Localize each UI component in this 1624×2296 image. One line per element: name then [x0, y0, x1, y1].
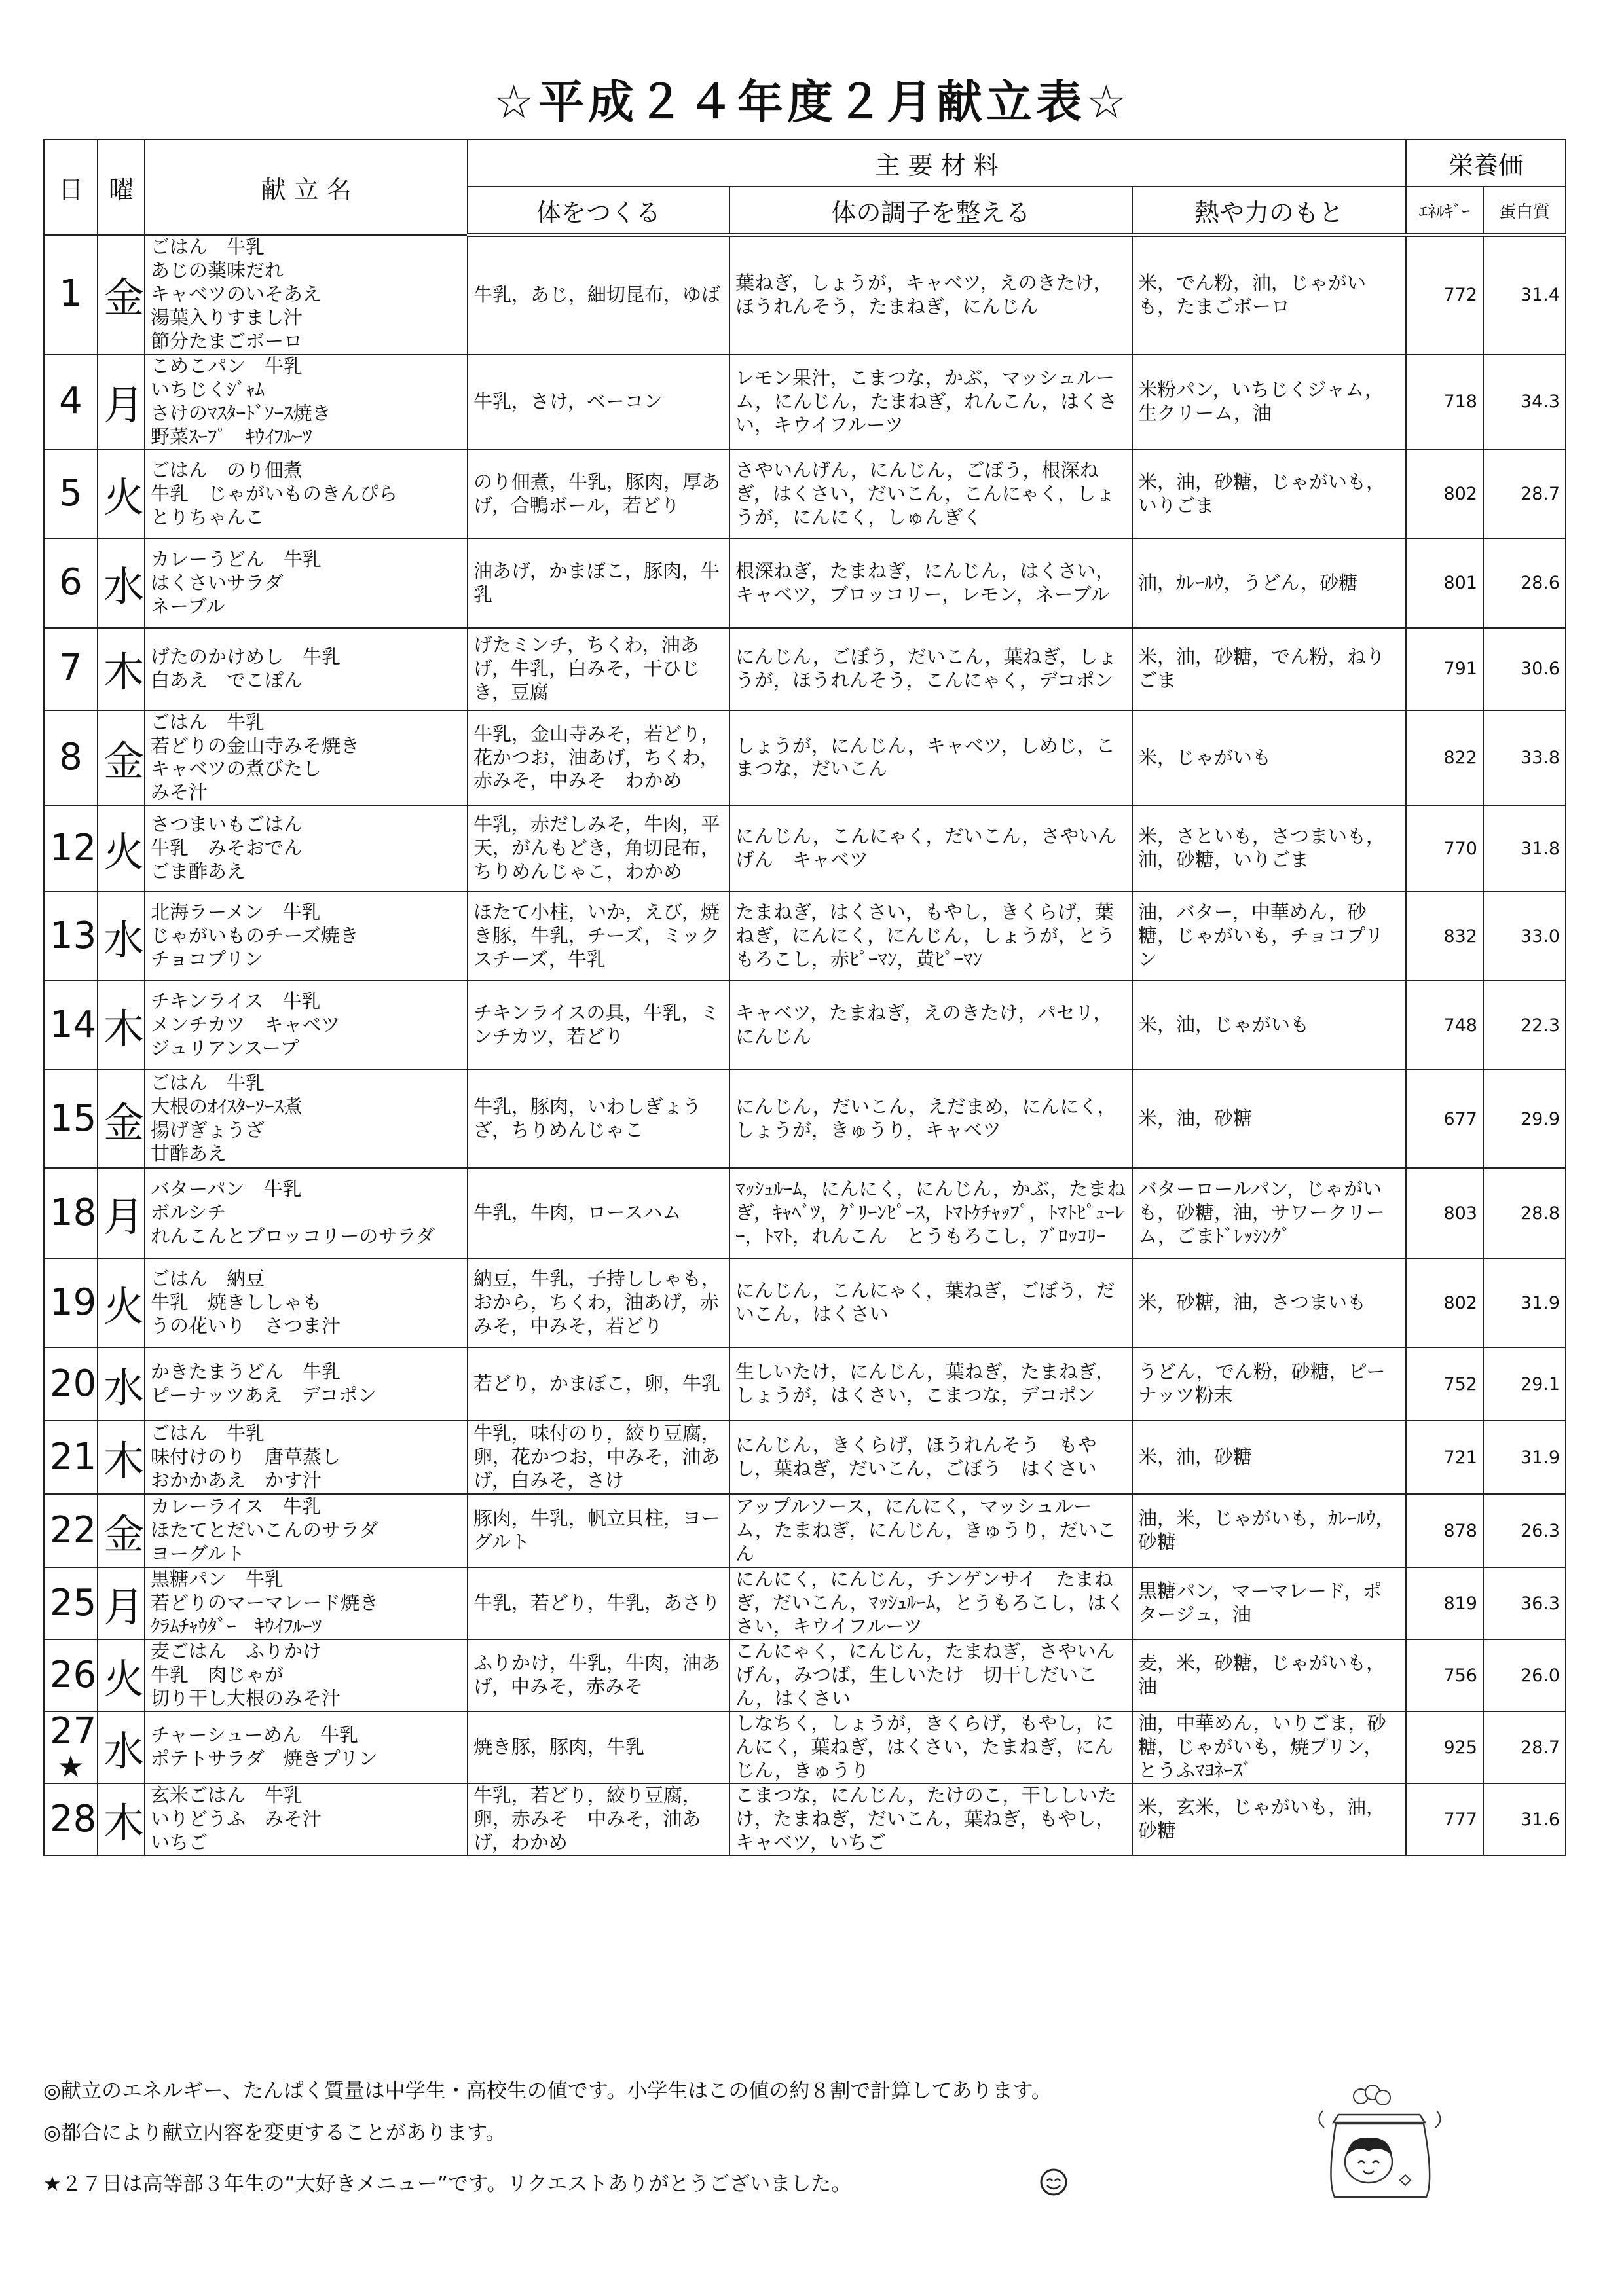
menu-item: さけのﾏｽﾀｰﾄﾞｿｰｽ焼き — [151, 401, 331, 424]
weekday-cell: 火 — [98, 1258, 145, 1347]
protein-cell: 31.9 — [1483, 1421, 1566, 1494]
smiley-face-icon — [1039, 2167, 1069, 2197]
menu-item: ごはん 牛乳 — [151, 1072, 265, 1095]
menu-item: カレーライス 牛乳 — [151, 1495, 321, 1518]
menu-item: 湯葉入りすまし汁 — [151, 306, 303, 329]
day-cell — [44, 1783, 98, 1855]
body-conditioning-cell: 生しいたけ，にんじん，葉ねぎ，たまねぎ，しょうが，はくさい，こまつな，デコポン — [729, 1347, 1132, 1421]
weekday-cell: 金 — [98, 710, 145, 806]
energy-kcal-cell: 802 — [1406, 450, 1483, 539]
body-conditioning-cell: さやいんげん，にんじん，ごぼう，根深ねぎ，はくさい，だいこん，こんにゃく，しょうが，にんにく，しゅんぎく — [729, 450, 1132, 539]
day-cell — [44, 892, 98, 981]
menu-item: ボルシチ — [151, 1201, 227, 1224]
header-weekday: 曜 — [98, 139, 145, 235]
menu-item: 甘酢あえ — [151, 1142, 227, 1165]
body-building-cell: 牛乳，さけ，ベーコン — [468, 354, 729, 450]
table-row — [44, 1567, 1566, 1639]
protein-cell: 28.7 — [1483, 450, 1566, 539]
weekday-cell: 金 — [98, 1494, 145, 1567]
energy-kcal-cell: 777 — [1406, 1783, 1483, 1855]
note-change: ◎都合により献立内容を変更することがあります。 — [43, 2121, 506, 2145]
day-number: 4 — [59, 380, 83, 423]
energy-kcal-cell: 791 — [1406, 628, 1483, 710]
table-row — [44, 354, 1566, 450]
menu-item: れんこんとブロッコリーのサラダ — [151, 1225, 435, 1248]
body-building-cell: のり佃煮，牛乳，豚肉，厚あげ，合鴨ボール，若どり — [468, 450, 729, 539]
table-row — [44, 981, 1566, 1070]
day-number: 25 — [50, 1581, 97, 1624]
menu-item: 玄米ごはん 牛乳 — [151, 1784, 303, 1807]
header-day: 日 — [44, 139, 98, 235]
weekday-cell: 火 — [98, 1639, 145, 1711]
day-cell — [44, 628, 98, 710]
menu-item: ｸﾗﾑﾁｬｳﾀﾞｰ ｷｳｲﾌﾙｰﾂ — [151, 1615, 322, 1638]
energy-source-cell: 油，中華めん，いりごま，砂糖，じゃがいも，焼プリン，とうふﾏﾖﾈｰｽﾞ — [1132, 1711, 1406, 1783]
body-building-cell: 牛乳，豚肉，いわしぎょうざ，ちりめんじゃこ — [468, 1070, 729, 1168]
weekday-cell: 火 — [98, 450, 145, 539]
energy-source-cell: 米，じゃがいも — [1132, 710, 1406, 806]
table-row — [44, 892, 1566, 981]
protein-cell: 28.6 — [1483, 539, 1566, 628]
menu-item: ヨーグルト — [151, 1542, 246, 1565]
menu-item: ジュリアンスープ — [151, 1037, 299, 1060]
day-number: 1 — [59, 272, 83, 316]
body-conditioning-cell: レモン果汁，こまつな，かぶ，マッシュルーム，にんじん，たまねぎ，れんこん，はくさい，キウイフルーツ — [729, 354, 1132, 450]
body-building-cell: 牛乳，あじ，細切昆布，ゆば — [468, 235, 729, 354]
energy-source-cell: 米，油，砂糖，でん粉，ねりごま — [1132, 628, 1406, 710]
menu-item: ほたてとだいこんのサラダ — [151, 1519, 378, 1542]
table-row — [44, 1421, 1566, 1494]
day-cell — [44, 981, 98, 1070]
menu-item: 麦ごはん ふりかけ — [151, 1640, 322, 1663]
header-energy: ｴﾈﾙｷﾞｰ — [1406, 187, 1483, 235]
body-conditioning-cell: にんじん，こんにゃく，だいこん，さやいんげん キャベツ — [729, 805, 1132, 892]
menu-item: 黒糖パン 牛乳 — [151, 1568, 284, 1591]
weekday-cell: 木 — [98, 981, 145, 1070]
body-building-cell: 牛乳，若どり，牛乳，あさり — [468, 1567, 729, 1639]
menu-item: ピーナッツあえ デコポン — [151, 1384, 377, 1407]
menu-cell — [145, 354, 468, 450]
energy-source-cell: 油，米，じゃがいも，ｶﾚｰﾙｳ，砂糖 — [1132, 1494, 1406, 1567]
energy-kcal-cell: 803 — [1406, 1168, 1483, 1258]
body-building-cell: 若どり，かまぼこ，卵，牛乳 — [468, 1347, 729, 1421]
body-conditioning-cell: アップルソース，にんにく，マッシュルーム，たまねぎ，にんじん，きゅうり，だいこん — [729, 1494, 1132, 1567]
protein-cell: 28.7 — [1483, 1711, 1566, 1783]
menu-item: 白あえ でこぽん — [151, 668, 303, 691]
protein-cell: 30.6 — [1483, 628, 1566, 710]
body-building-cell: ふりかけ，牛乳，牛肉，油あげ，中みそ，赤みそ — [468, 1639, 729, 1711]
energy-kcal-cell: 802 — [1406, 1258, 1483, 1347]
protein-cell: 29.9 — [1483, 1070, 1566, 1168]
table-row — [44, 1168, 1566, 1258]
energy-kcal-cell: 770 — [1406, 805, 1483, 892]
menu-item: ポテトサラダ 焼きプリン — [151, 1747, 378, 1770]
energy-kcal-cell: 772 — [1406, 235, 1483, 354]
menu-cell — [145, 235, 468, 354]
menu-cell — [145, 1168, 468, 1258]
day-cell — [44, 805, 98, 892]
protein-cell: 22.3 — [1483, 981, 1566, 1070]
menu-item: チキンライス 牛乳 — [151, 990, 321, 1013]
menu-item: チャーシューめん 牛乳 — [151, 1724, 358, 1747]
body-conditioning-cell: にんじん，ごぼう，だいこん，葉ねぎ，しょうが，ほうれんそう，こんにゃく，デコポン — [729, 628, 1132, 710]
energy-source-cell: 米，油，砂糖，じゃがいも，いりごま — [1132, 450, 1406, 539]
menu-item: ごま酢あえ — [151, 860, 246, 883]
header-body-conditioning: 体の調子を整える — [729, 187, 1132, 235]
table-row — [44, 710, 1566, 806]
energy-source-cell: 米，玄米，じゃがいも，油，砂糖 — [1132, 1783, 1406, 1855]
menu-item: ごはん のり佃煮 — [151, 458, 303, 481]
day-cell — [44, 235, 98, 354]
menu-item: 味付けのり 唐草蒸し — [151, 1446, 341, 1468]
menu-item: 牛乳 みそおでん — [151, 837, 303, 860]
body-building-cell: 焼き豚，豚肉，牛乳 — [468, 1711, 729, 1783]
day-number: 14 — [50, 1003, 97, 1046]
menu-item: 野菜ｽｰﾌﾟ ｷｳｲﾌﾙｰﾂ — [151, 425, 312, 448]
day-cell — [44, 1168, 98, 1258]
menu-item: いりどうふ みそ汁 — [151, 1808, 322, 1831]
energy-source-cell: 米，油，じゃがいも — [1132, 981, 1406, 1070]
table-row — [44, 235, 1566, 354]
menu-item: メンチカツ キャベツ — [151, 1013, 341, 1036]
energy-source-cell: 米，砂糖，油，さつまいも — [1132, 1258, 1406, 1347]
body-conditioning-cell: こまつな，にんじん，たけのこ，干ししいたけ，たまねぎ，だいこん，葉ねぎ，もやし，キャベツ，いちご — [729, 1783, 1132, 1855]
protein-cell: 36.3 — [1483, 1567, 1566, 1639]
day-number: 6 — [59, 561, 83, 604]
day-cell — [44, 1421, 98, 1494]
menu-cell — [145, 1347, 468, 1421]
day-number: 26 — [50, 1653, 97, 1696]
protein-cell: 31.6 — [1483, 1783, 1566, 1855]
menu-cell — [145, 1639, 468, 1711]
body-building-cell: 牛乳，赤だしみそ，牛肉，平天，がんもどき，角切昆布，ちりめんじゃこ，わかめ — [468, 805, 729, 892]
day-number: 5 — [59, 472, 83, 515]
menu-item: 牛乳 焼きししゃも — [151, 1291, 322, 1314]
body-building-cell: 牛乳，牛肉，ロースハム — [468, 1168, 729, 1258]
day-number: 18 — [50, 1191, 97, 1234]
table-row — [44, 628, 1566, 710]
menu-item: いちじくｼﾞｬﾑ — [151, 378, 265, 401]
menu-cell — [145, 1421, 468, 1494]
note-favorite-menu: ★２７日は高等部３年生の“大好きメニュー”です。リクエストありがとうございました。 — [43, 2172, 852, 2196]
body-conditioning-cell: にんじん，きくらげ，ほうれんそう もやし，葉ねぎ，だいこん，ごぼう はくさい — [729, 1421, 1132, 1494]
menu-item: 北海ラーメン 牛乳 — [151, 901, 321, 924]
weekday-cell: 水 — [98, 892, 145, 981]
menu-item: はくさいサラダ — [151, 571, 284, 594]
menu-item: ネーブル — [151, 594, 225, 617]
day-cell — [44, 1258, 98, 1347]
protein-cell: 26.3 — [1483, 1494, 1566, 1567]
menu-cell — [145, 1494, 468, 1567]
header-nutrition: 栄養価 — [1406, 139, 1566, 187]
energy-source-cell: 米，油，砂糖 — [1132, 1070, 1406, 1168]
menu-cell — [145, 892, 468, 981]
day-cell — [44, 1711, 98, 1783]
protein-cell: 33.0 — [1483, 892, 1566, 981]
day-cell — [44, 450, 98, 539]
header-menu-name: 献 立 名 — [145, 139, 468, 235]
energy-source-cell: 米，でん粉，油，じゃがいも，たまごボーロ — [1132, 235, 1406, 354]
energy-kcal-cell: 748 — [1406, 981, 1483, 1070]
day-cell — [44, 1567, 98, 1639]
child-under-kotatsu-illustration — [1295, 2082, 1452, 2206]
protein-cell: 29.1 — [1483, 1347, 1566, 1421]
menu-table-body — [44, 235, 1566, 1855]
day-number: 13 — [50, 914, 97, 957]
weekday-cell: 水 — [98, 1711, 145, 1783]
weekday-cell: 月 — [98, 1168, 145, 1258]
menu-item: ごはん 牛乳 — [151, 710, 265, 733]
body-building-cell: 豚肉，牛乳，帆立貝柱，ヨーグルト — [468, 1494, 729, 1567]
energy-source-cell: うどん，でん粉，砂糖，ピーナッツ粉末 — [1132, 1347, 1406, 1421]
day-cell — [44, 710, 98, 806]
protein-cell: 31.9 — [1483, 1258, 1566, 1347]
menu-item: 節分たまごボーロ — [151, 329, 303, 352]
day-number: 20 — [50, 1362, 97, 1405]
energy-kcal-cell: 752 — [1406, 1347, 1483, 1421]
note-nutrition: ◎献立のエネルギー、たんぱく質量は中学生・高校生の値です。小学生はこの値の約８割で計算してあります。 — [43, 2079, 1052, 2103]
menu-cell — [145, 981, 468, 1070]
body-conditioning-cell: しょうが，にんじん，キャベツ，しめじ，こまつな，だいこん — [729, 710, 1132, 806]
table-row — [44, 1783, 1566, 1855]
protein-cell: 33.8 — [1483, 710, 1566, 806]
weekday-cell: 金 — [98, 235, 145, 354]
body-building-cell: チキンライスの具，牛乳，ミンチカツ，若どり — [468, 981, 729, 1070]
menu-item: いちご — [151, 1831, 208, 1854]
energy-kcal-cell: 801 — [1406, 539, 1483, 628]
header-protein: 蛋白質 — [1483, 187, 1566, 235]
weekday-cell: 火 — [98, 805, 145, 892]
energy-kcal-cell: 819 — [1406, 1567, 1483, 1639]
menu-cell — [145, 539, 468, 628]
menu-item: 若どりの金山寺みそ焼き — [151, 734, 360, 757]
table-row — [44, 1711, 1566, 1783]
body-building-cell: 納豆，牛乳，子持ししゃも，おから，ちくわ，油あげ，赤みそ，中みそ，若どり — [468, 1258, 729, 1347]
protein-cell: 34.3 — [1483, 354, 1566, 450]
energy-source-cell: 油，バター，中華めん，砂糖，じゃがいも，チョコプリン — [1132, 892, 1406, 981]
day-number: 12 — [50, 826, 97, 869]
menu-item: げたのかけめし 牛乳 — [151, 645, 341, 668]
menu-cell — [145, 710, 468, 806]
menu-item: さつまいもごはん — [151, 813, 303, 836]
energy-kcal-cell: 718 — [1406, 354, 1483, 450]
energy-source-cell: 油，ｶﾚｰﾙｳ，うどん，砂糖 — [1132, 539, 1406, 628]
body-conditioning-cell: しなちく，しょうが，きくらげ，もやし，にんにく，葉ねぎ，はくさい，たまねぎ，にんじん，きゅうり — [729, 1711, 1132, 1783]
day-number: 19 — [50, 1281, 97, 1324]
energy-kcal-cell: 677 — [1406, 1070, 1483, 1168]
body-building-cell: 牛乳，若どり，絞り豆腐，卵，赤みそ 中みそ，油あげ，わかめ — [468, 1783, 729, 1855]
table-row — [44, 1070, 1566, 1168]
day-number: 8 — [59, 736, 83, 779]
menu-cell — [145, 1070, 468, 1168]
body-conditioning-cell: にんじん，こんにゃく，葉ねぎ，ごぼう，だいこん，はくさい — [729, 1258, 1132, 1347]
weekday-cell: 水 — [98, 1347, 145, 1421]
page-title: ☆平成２４年度２月献立表☆ — [493, 75, 1131, 129]
energy-source-cell: バターロールパン，じゃがいも，砂糖，油，サワークリーム，ごまﾄﾞﾚｯｼﾝｸﾞ — [1132, 1168, 1406, 1258]
menu-item: キャベツの煮びたし — [151, 757, 322, 780]
menu-item: 大根のｵｲｽﾀｰｿｰｽ煮 — [151, 1095, 303, 1118]
table-row — [44, 1639, 1566, 1711]
body-building-cell: 牛乳，味付のり，絞り豆腐，卵，花かつお，中みそ，油あげ，白みそ，さけ — [468, 1421, 729, 1494]
weekday-cell: 木 — [98, 628, 145, 710]
menu-item: 牛乳 じゃがいものきんぴら — [151, 482, 398, 505]
header-energy-source: 熱や力のもと — [1132, 187, 1406, 235]
day-cell — [44, 1070, 98, 1168]
day-cell — [44, 1639, 98, 1711]
day-number: 15 — [50, 1097, 97, 1140]
menu-cell — [145, 1567, 468, 1639]
menu-item: とりちゃんこ — [151, 505, 265, 528]
energy-source-cell: 麦，米，砂糖，じゃがいも，油 — [1132, 1639, 1406, 1711]
table-row — [44, 539, 1566, 628]
weekday-cell: 月 — [98, 354, 145, 450]
table-row — [44, 805, 1566, 892]
menu-cell — [145, 1783, 468, 1855]
menu-item: キャベツのいそあえ — [151, 282, 322, 305]
energy-kcal-cell: 721 — [1406, 1421, 1483, 1494]
body-conditioning-cell: キャベツ，たまねぎ，えのきたけ，パセリ，にんじん — [729, 981, 1132, 1070]
menu-item: みそ汁 — [151, 781, 208, 804]
table-row — [44, 450, 1566, 539]
energy-source-cell: 米粉パン，いちじくジャム，生クリーム，油 — [1132, 354, 1406, 450]
header-main-ingredients: 主 要 材 料 — [468, 139, 1406, 187]
day-number: 7 — [59, 647, 83, 690]
body-conditioning-cell: ﾏｯｼｭﾙｰﾑ，にんにく，にんじん，かぶ，たまねぎ，ｷｬﾍﾞﾂ，ｸﾞﾘｰﾝﾋﾟｰｽ，ﾄﾏﾄｹﾁｬｯﾌﾟ，ﾄﾏﾄﾋﾟｭｰﾚｰ，ﾄﾏﾄ，れんこん とうもろこし，ﾌﾞﾛｯｺﾘｰ — [729, 1168, 1132, 1258]
table-row — [44, 1494, 1566, 1567]
menu-cell — [145, 1711, 468, 1783]
menu-table — [43, 139, 1566, 1856]
body-conditioning-cell: 葉ねぎ，しょうが，キャベツ，えのきたけ，ほうれんそう，たまねぎ，にんじん — [729, 235, 1132, 354]
menu-cell — [145, 805, 468, 892]
menu-item: ごはん 納豆 — [151, 1267, 265, 1290]
menu-item: 牛乳 肉じゃが — [151, 1664, 284, 1686]
protein-cell: 31.8 — [1483, 805, 1566, 892]
menu-item: こめこパン 牛乳 — [151, 354, 303, 377]
energy-kcal-cell: 756 — [1406, 1639, 1483, 1711]
menu-cell — [145, 1258, 468, 1347]
menu-item: チョコプリン — [151, 948, 263, 971]
weekday-cell: 木 — [98, 1783, 145, 1855]
day-cell — [44, 354, 98, 450]
menu-item: あじの薬味だれ — [151, 259, 284, 282]
energy-source-cell: 米，油，砂糖 — [1132, 1421, 1406, 1494]
menu-cell — [145, 450, 468, 539]
menu-item: かきたまうどん 牛乳 — [151, 1360, 341, 1383]
energy-kcal-cell: 832 — [1406, 892, 1483, 981]
menu-item: じゃがいものチーズ焼き — [151, 924, 359, 947]
day-number: 22 — [50, 1508, 97, 1552]
menu-item: カレーうどん 牛乳 — [151, 547, 322, 570]
menu-item: うの花いり さつま汁 — [151, 1315, 341, 1338]
day-number: 21 — [50, 1435, 97, 1478]
menu-item: バターパン 牛乳 — [151, 1178, 302, 1201]
menu-item: 若どりのマーマレード焼き — [151, 1592, 379, 1614]
weekday-cell: 木 — [98, 1421, 145, 1494]
weekday-cell: 月 — [98, 1567, 145, 1639]
energy-kcal-cell: 925 — [1406, 1711, 1483, 1783]
day-cell — [44, 1347, 98, 1421]
weekday-cell: 金 — [98, 1070, 145, 1168]
star-mark: ★ — [57, 1749, 84, 1785]
header-body-building: 体をつくる — [468, 187, 729, 235]
table-row — [44, 1258, 1566, 1347]
menu-cell — [145, 628, 468, 710]
body-building-cell: げたミンチ，ちくわ，油あげ，牛乳，白みそ，干ひじき，豆腐 — [468, 628, 729, 710]
day-cell — [44, 539, 98, 628]
protein-cell: 31.4 — [1483, 235, 1566, 354]
menu-item: 揚げぎょうざ — [151, 1119, 265, 1142]
menu-item: ごはん 牛乳 — [151, 1422, 265, 1445]
body-conditioning-cell: にんじん，だいこん，えだまめ，にんにく，しょうが，きゅうり，キャベツ — [729, 1070, 1132, 1168]
body-building-cell: ほたて小柱，いか，えび，焼き豚，牛乳，チーズ，ミックスチーズ，牛乳 — [468, 892, 729, 981]
menu-item: 切り干し大根のみそ汁 — [151, 1687, 341, 1710]
weekday-cell: 水 — [98, 539, 145, 628]
energy-kcal-cell: 822 — [1406, 710, 1483, 806]
energy-source-cell: 米，さといも，さつまいも，油，砂糖，いりごま — [1132, 805, 1406, 892]
protein-cell: 26.0 — [1483, 1639, 1566, 1711]
day-number: 27 — [50, 1709, 97, 1753]
protein-cell: 28.8 — [1483, 1168, 1566, 1258]
day-cell — [44, 1494, 98, 1567]
menu-item: おかかあえ かす汁 — [151, 1469, 322, 1492]
body-building-cell: 牛乳，金山寺みそ，若どり，花かつお，油あげ，ちくわ，赤みそ，中みそ わかめ — [468, 710, 729, 806]
body-conditioning-cell: 根深ねぎ，たまねぎ，にんじん，はくさい，キャベツ，ブロッコリー，レモン，ネーブル — [729, 539, 1132, 628]
body-conditioning-cell: こんにゃく，にんじん，たまねぎ，さやいんげん，みつば，生しいたけ 切干しだいこん，はくさい — [729, 1639, 1132, 1711]
body-conditioning-cell: たまねぎ，はくさい，もやし，きくらげ，葉ねぎ，にんにく，にんじん，しょうが，とうもろこし，赤ﾋﾟｰﾏﾝ，黄ﾋﾟｰﾏﾝ — [729, 892, 1132, 981]
table-row — [44, 1347, 1566, 1421]
energy-kcal-cell: 878 — [1406, 1494, 1483, 1567]
body-building-cell: 油あげ，かまぼこ，豚肉，牛乳 — [468, 539, 729, 628]
menu-item: ごはん 牛乳 — [151, 236, 265, 258]
energy-source-cell: 黒糖パン，マーマレード，ポタージュ，油 — [1132, 1567, 1406, 1639]
day-number: 28 — [50, 1797, 97, 1840]
body-conditioning-cell: にんにく，にんじん，チンゲンサイ たまねぎ，だいこん，ﾏｯｼｭﾙｰﾑ，とうもろこし，はくさい，キウイフルーツ — [729, 1567, 1132, 1639]
